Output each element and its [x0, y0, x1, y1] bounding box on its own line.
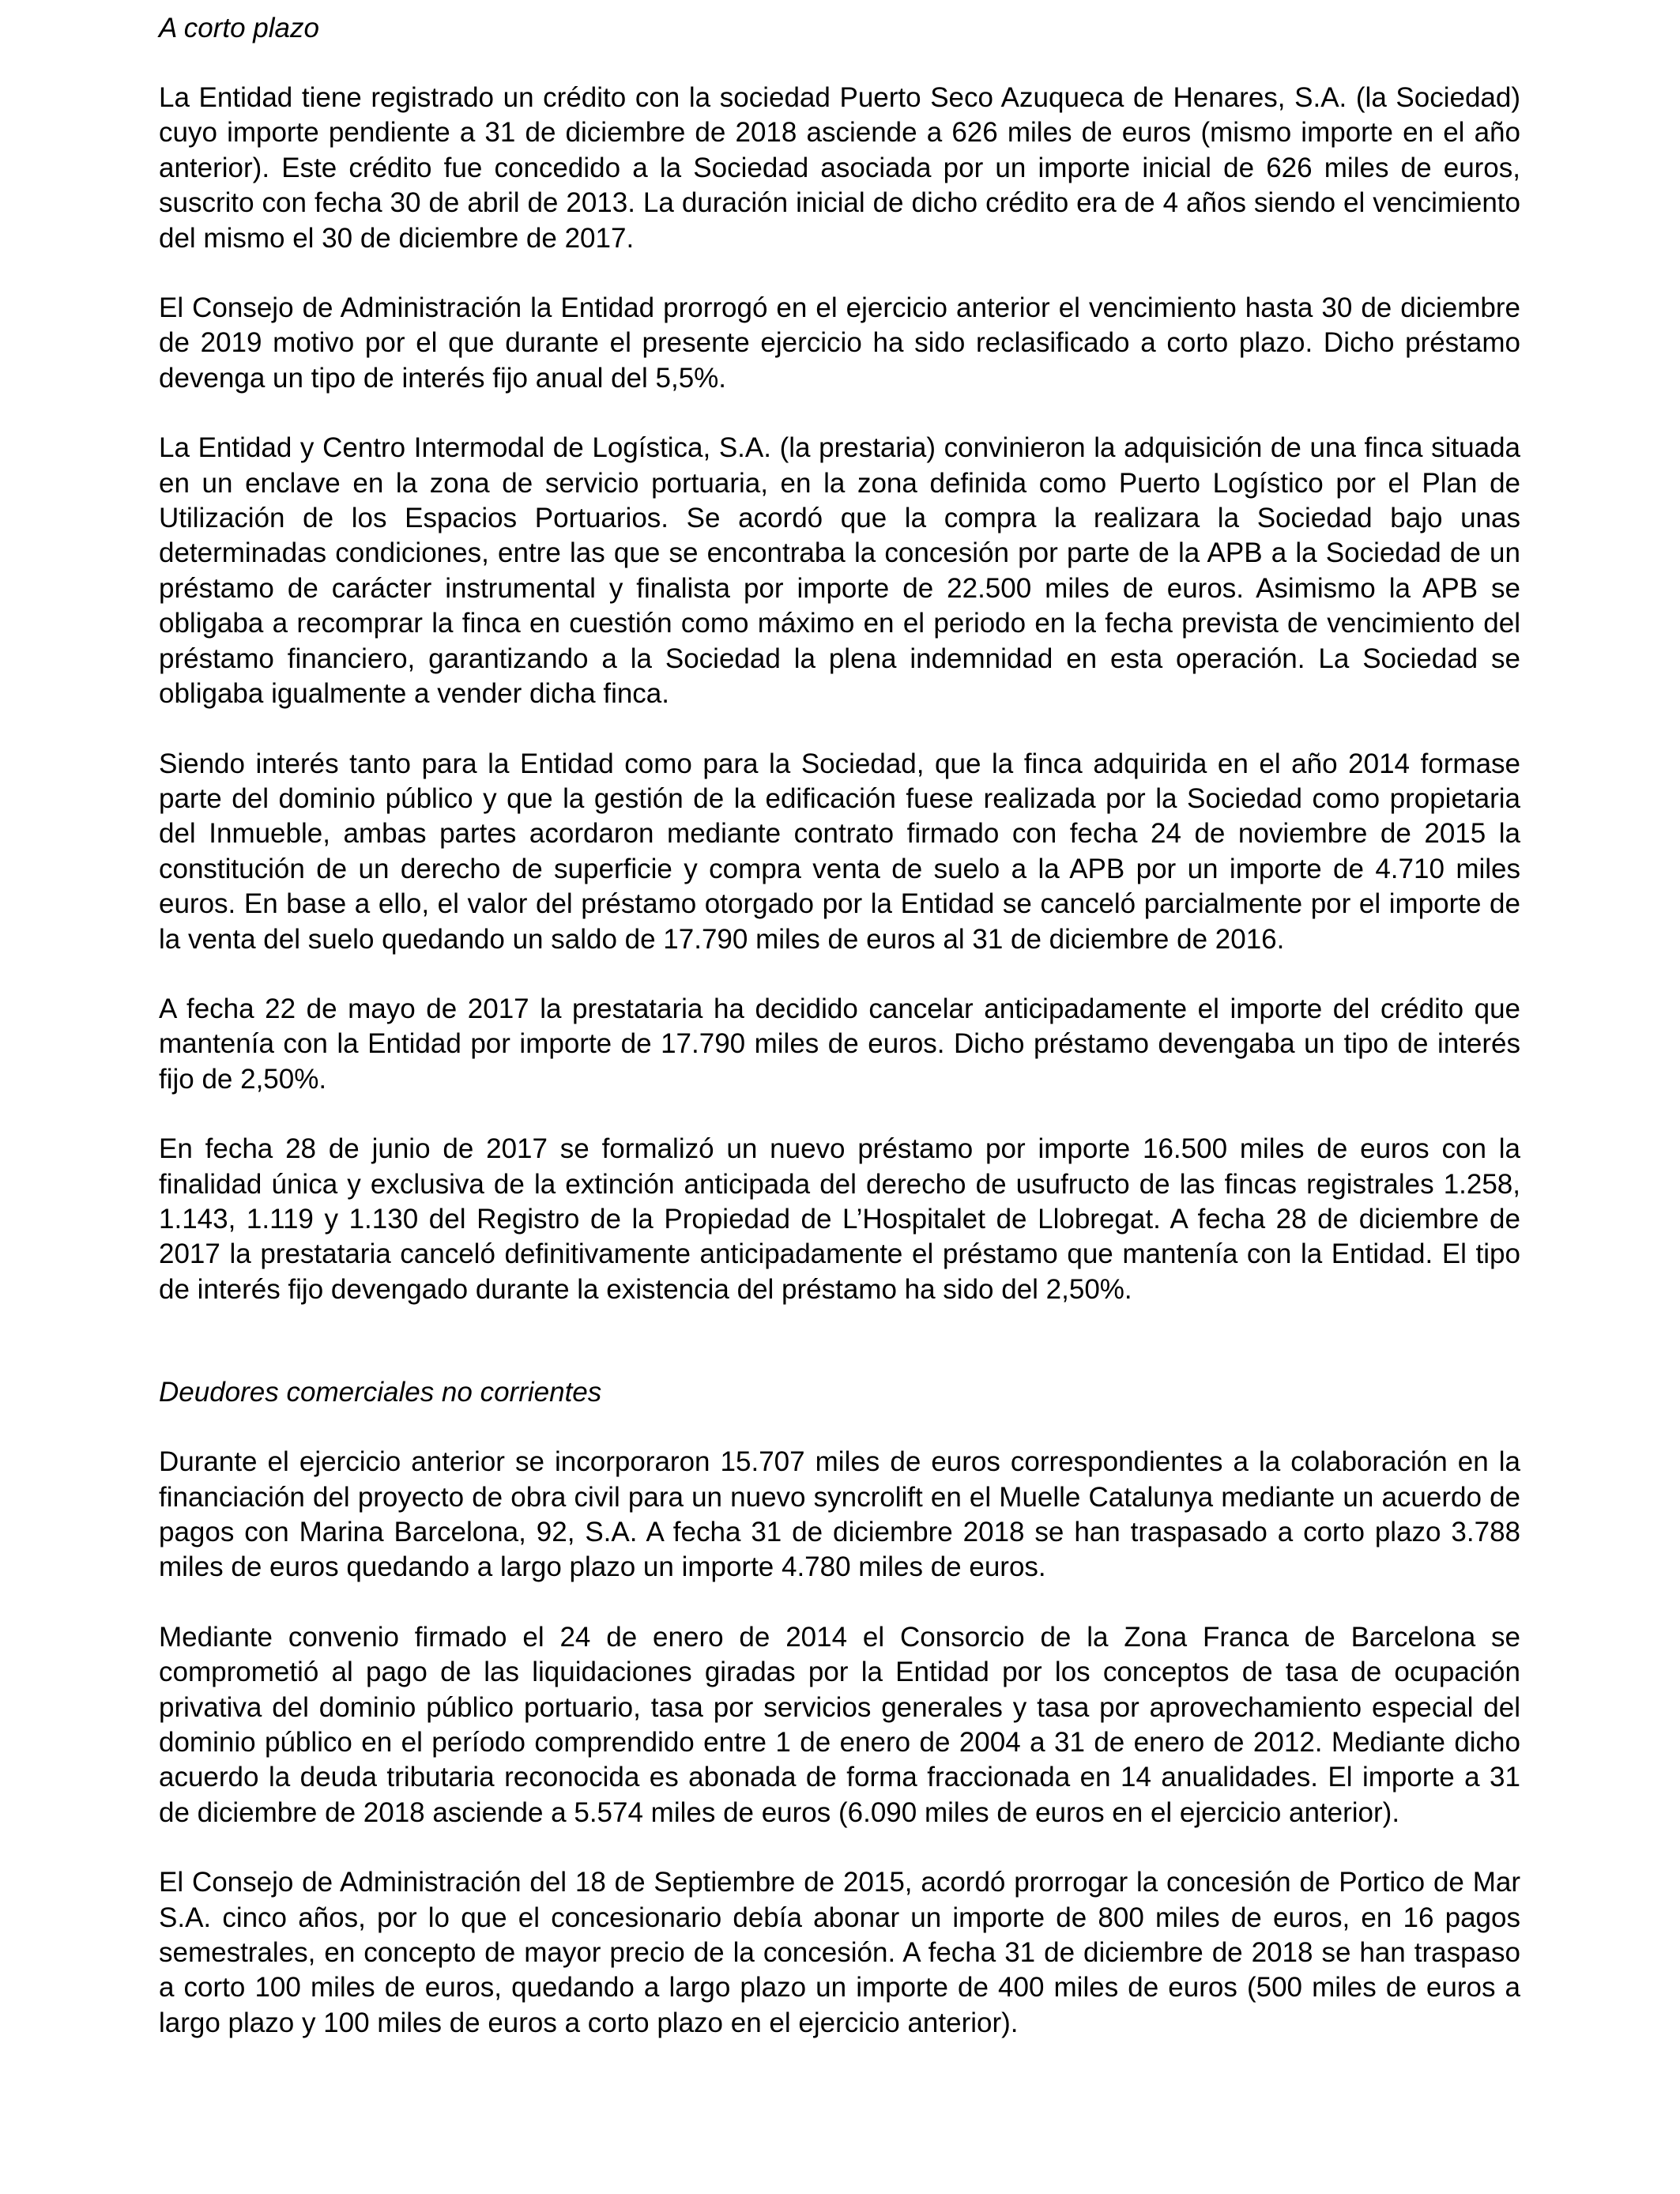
paragraph: La Entidad tiene registrado un crédito con la sociedad Puerto Seco Azuqueca de Henares, S.A. (la Sociedad) cuyo importe pendiente a 31 de diciembre de 2018 asciende a 626 miles de euros (mismo importe en el año anterior). Este crédito fue concedido a la Sociedad asociada por un importe inicial de 626 miles de euros, suscrito con fecha 30 de abril de 2013. La duración inicial de dicho crédito era de 4 años siendo el vencimiento del mismo el 30 de diciembre de 2017. — [159, 82, 1520, 254]
paragraph: La Entidad y Centro Intermodal de Logística, S.A. (la prestaria) convinieron la adquisición de una finca situada en un enclave en la zona de servicio portuaria, en la zona definida como Puerto Logístico por el Plan de Utilización de los Espacios Portuarios. Se acordó que la compra la realizara la Sociedad bajo unas determinadas condiciones, entre las que se encontraba la concesión por parte de la APB a la Sociedad de un préstamo de carácter instrumental y finalista por importe de 22.500 miles de euros. Asimismo la APB se obligaba a recomprar la finca en cuestión como máximo en el periodo en la fecha prevista de vencimiento del préstamo financiero, garantizando a la Sociedad la plena indemnidad en esta operación. La Sociedad se obligaba igualmente a vender dicha finca. — [159, 432, 1520, 710]
section-heading-deudores-comerciales: Deudores comerciales no corrientes — [159, 1377, 602, 1408]
paragraph: Durante el ejercicio anterior se incorporaron 15.707 miles de euros correspondientes a la colaboración en la financiación del proyecto de obra civil para un nuevo syncrolift en el Muelle Catalunya mediante un acuerdo de pagos con Marina Barcelona, 92, S.A. A fecha 31 de diciembre 2018 se han traspasado a corto plazo 3.788 miles de euros quedando a largo plazo un importe 4.780 miles de euros. — [159, 1446, 1520, 1583]
paragraph: A fecha 22 de mayo de 2017 la prestataria ha decidido cancelar anticipadamente el importe del crédito que mantenía con la Entidad por importe de 17.790 miles de euros. Dicho préstamo devengaba un tipo de interés fijo de 2,50%. — [159, 993, 1520, 1095]
paragraph: El Consejo de Administración del 18 de Septiembre de 2015, acordó prorrogar la concesión de Portico de Mar S.A. cinco años, por lo que el concesionario debía abonar un importe de 800 miles de euros, en 16 pagos semestrales, en concepto de mayor precio de la concesión. A fecha 31 de diciembre de 2018 se han traspaso a corto 100 miles de euros, quedando a largo plazo un importe de 400 miles de euros (500 miles de euros a largo plazo y 100 miles de euros a corto plazo en el ejercicio anterior). — [159, 1867, 1520, 2038]
section-heading-corto-plazo: A corto plazo — [159, 13, 319, 43]
paragraph: En fecha 28 de junio de 2017 se formalizó un nuevo préstamo por importe 16.500 miles de euros con la finalidad única y exclusiva de la extinción anticipada del derecho de usufructo de las fincas registrales 1.258, 1.143, 1.119 y 1.130 del Registro de la Propiedad de L’Hospitalet de Llobregat. A fecha 28 de diciembre de 2017 la prestataria canceló definitivamente anticipadamente el préstamo que mantenía con la Entidad. El tipo de interés fijo devengado durante la existencia del préstamo ha sido del 2,50%. — [159, 1133, 1520, 1305]
paragraph: El Consejo de Administración la Entidad prorrogó en el ejercicio anterior el vencimiento hasta 30 de diciembre de 2019 motivo por el que durante el presente ejercicio ha sido reclasificado a corto plazo. Dicho préstamo devenga un tipo de interés fijo anual del 5,5%. — [159, 292, 1520, 394]
paragraph: Mediante convenio firmado el 24 de enero de 2014 el Consorcio de la Zona Franca de Barcelona se comprometió al pago de las liquidaciones giradas por la Entidad por los conceptos de tasa de ocupación privativa del dominio público portuario, tasa por servicios generales y tasa por aprovechamiento especial del dominio público en el período comprendido entre 1 de enero de 2004 a 31 de enero de 2012. Mediante dicho acuerdo la deuda tributaria reconocida es abonada de forma fraccionada en 14 anualidades. El importe a 31 de diciembre de 2018 asciende a 5.574 miles de euros (6.090 miles de euros en el ejercicio anterior). — [159, 1621, 1520, 1828]
document-page — [159, 11, 1520, 2041]
paragraph: Siendo interés tanto para la Entidad como para la Sociedad, que la finca adquirida en el año 2014 formase parte del dominio público y que la gestión de la edificación fuese realizada por la Sociedad como propietaria del Inmueble, ambas partes acordaron mediante contrato firmado con fecha 24 de noviembre de 2015 la constitución de un derecho de superficie y compra venta de suelo a la APB por un importe de 4.710 miles euros. En base a ello, el valor del préstamo otorgado por la Entidad se canceló parcialmente por el importe de la venta del suelo quedando un saldo de 17.790 miles de euros al 31 de diciembre de 2016. — [159, 748, 1520, 955]
